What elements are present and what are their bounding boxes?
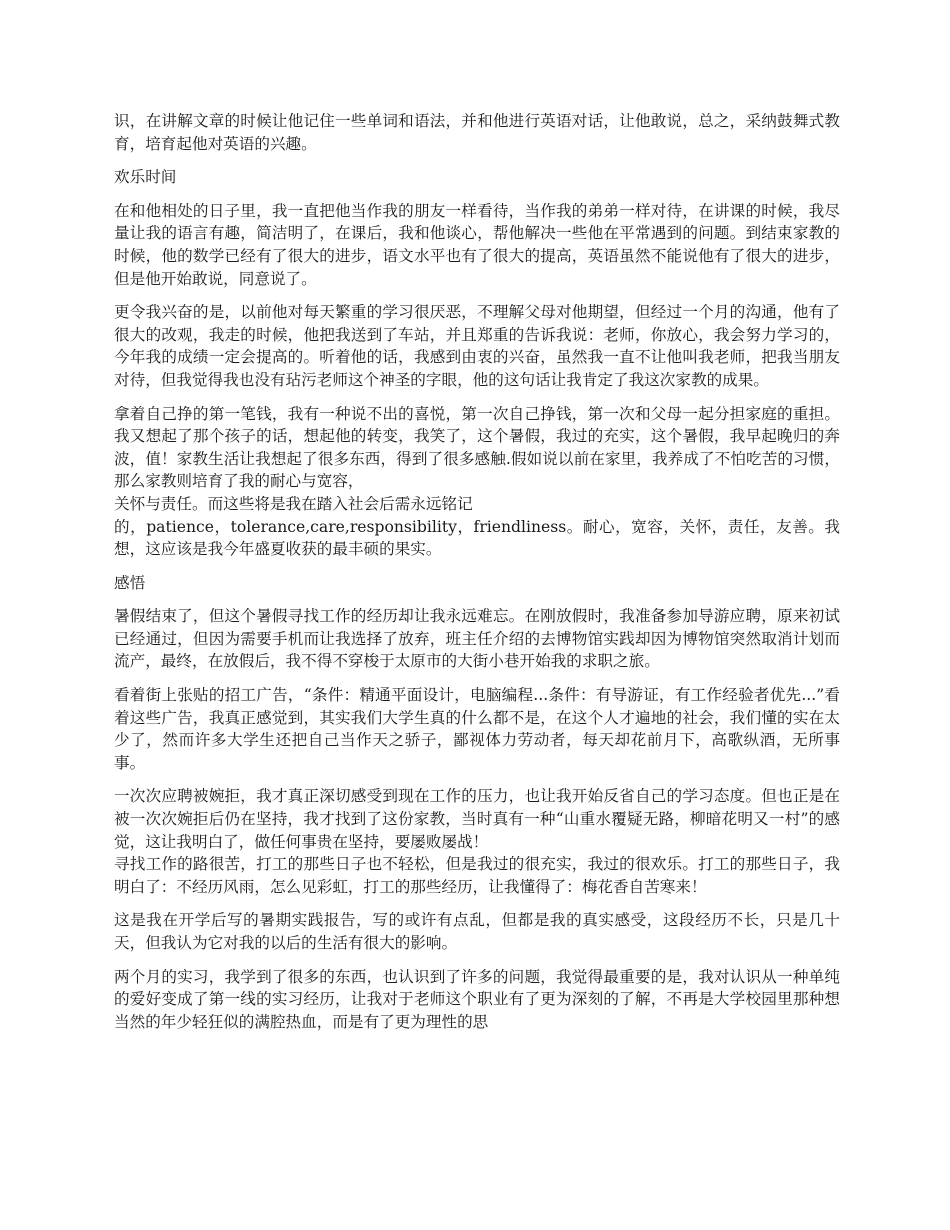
- paragraph-p4: 拿着自己挣的第一笔钱，我有一种说不出的喜悦，第一次自己挣钱，第一次和父母一起分担家庭的重担。我又想起了那个孩子的话，想起他的转变，我笑了，这个暑假，我过的充实，这个暑假，我早起晚归的奔波，值！家教生活让我想起了很多东西，得到了很多感触.假如说以前在家里，我养成了不怕吃苦的习惯，那么家教则培育了我的耐心与宽容， 关怀与责任。而这些将是我在踏入社会后需永远铭记 的，patience，tolerance,care,responsibility，friendliness。耐心，宽容，关怀，责任，友善。我想，这应该是我今年盛夏收获的最丰硕的果实。: [114, 404, 840, 559]
- paragraph-p5: 暑假结束了，但这个暑假寻找工作的经历却让我永远难忘。在刚放假时，我准备参加导游应聘，原来初试已经通过，但因为需要手机而让我选择了放弃，班主任介绍的去博物馆实践却因为博物馆突然取消计划而流产，最终，在放假后，我不得不穿梭于太原市的大街小巷开始我的求职之旅。: [114, 607, 840, 671]
- paragraph-p8: 这是我在开学后写的暑期实践报告，写的或许有点乱，但都是我的真实感受，这段经历不长，只是几十天，但我认为它对我的以后的生活有很大的影响。: [114, 911, 840, 952]
- paragraph-p7: 一次次应聘被婉拒，我才真正深切感受到现在工作的压力，也让我开始反省自己的学习态度。但也正是在被一次次婉拒后仍在坚持，我才找到了这份家教，当时真有一种“山重水覆疑无路，柳暗花明又一村”的感觉，这让我明白了，做任何事贵在坚持，要屡败屡战！ 寻找工作的路很苦，打工的那些日子也不轻松，但是我过的很充实，我过的很欢乐。打工的那些日子，我明白了：不经历风雨，怎么见彩虹，打工的那些经历，让我懂得了：梅花香自苦寒来！: [114, 787, 840, 896]
- document-body: [114, 110, 840, 1044]
- paragraph-p9: 两个月的实习，我学到了很多的东西，也认识到了许多的问题，我觉得最重要的是，我对认识从一种单纯的爱好变成了第一线的实习经历，让我对于老师这个职业有了更为深刻的了解，不再是大学校园里那种想当然的年少轻狂似的满腔热血，而是有了更为理性的思: [114, 967, 840, 1031]
- paragraph-p3: 更令我兴奋的是，以前他对每天繁重的学习很厌恶，不理解父母对他期望，但经过一个月的沟通，他有了很大的改观，我走的时候，他把我送到了车站，并且郑重的告诉我说：老师，你放心，我会努力学习的，今年我的成绩一定会提高的。听着他的话，我感到由衷的兴奋，虽然我一直不让他叫我老师，把我当朋友对待，但我觉得我也没有玷污老师这个神圣的字眼，他的这句话让我肯定了我这次家教的成果。: [114, 303, 840, 389]
- paragraph-p1: 识，在讲解文章的时候让他记住一些单词和语法，并和他进行英语对话，让他敢说，总之，采纳鼓舞式教育，培育起他对英语的兴趣。: [114, 112, 840, 153]
- paragraph-p6: 看着街上张贴的招工广告，“条件：精通平面设计，电脑编程...条件：有导游证，有工作经验者优先...”看着这些广告，我真正感觉到，其实我们大学生真的什么都不是，在这个人才遍地的社会，我们懂的实在太少了，然而许多大学生还把自己当作天之骄子，鄙视体力劳动者，每天却花前月下，高歌纵酒，无所事事。: [114, 686, 840, 772]
- paragraph-p2: 在和他相处的日子里，我一直把他当作我的朋友一样看待，当作我的弟弟一样对待，在讲课的时候，我尽量让我的语言有趣，简洁明了，在课后，我和他谈心，帮他解决一些他在平常遇到的问题。到结束家教的时候，他的数学已经有了很大的进步，语文水平也有了很大的提高，英语虽然不能说他有了很大的进步，但是他开始敢说，同意说了。: [114, 201, 840, 288]
- section-heading-reflection: 感悟: [114, 573, 146, 592]
- section-heading-joy-time: 欢乐时间: [114, 168, 177, 187]
